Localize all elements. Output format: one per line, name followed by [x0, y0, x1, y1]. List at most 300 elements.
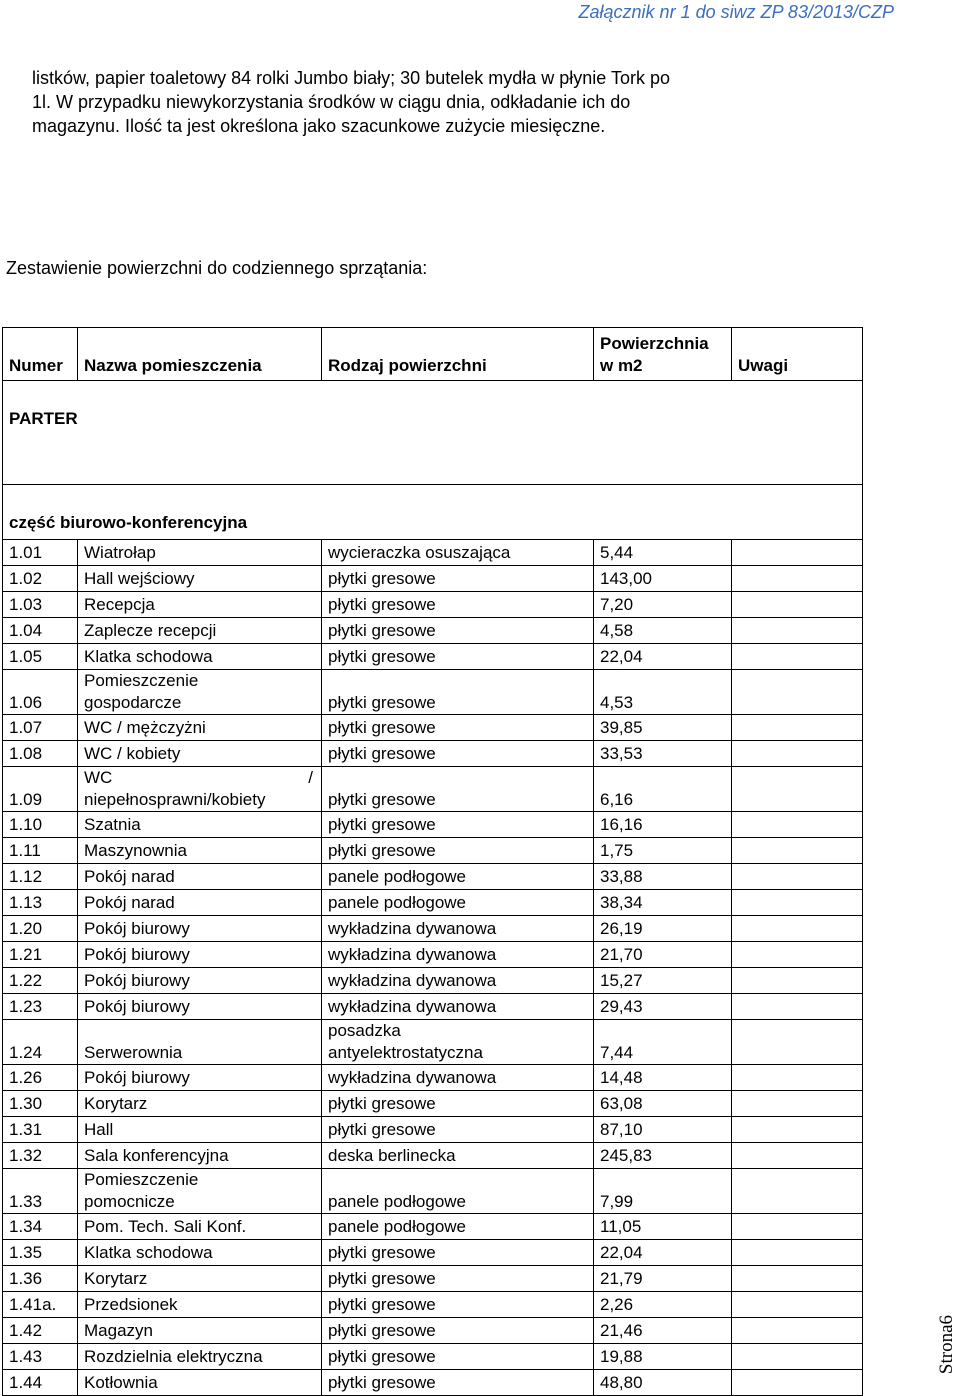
cell-numer-text: 1.44: [9, 1373, 43, 1392]
cell-powierzchnia: [594, 741, 732, 767]
cell-numer-text: 1.09: [9, 790, 43, 809]
cell-rodzaj-text: wykładzina dywanowa: [328, 1068, 497, 1087]
cell-powierzchnia: [594, 1240, 732, 1266]
cell-nazwa-text: WC: [84, 768, 113, 787]
cell-powierzchnia-text: 16,16: [600, 815, 643, 834]
cell-powierzchnia-text: 1,75: [600, 841, 634, 860]
cell-rodzaj: [322, 890, 594, 916]
cell-powierzchnia: [594, 644, 732, 670]
cell-powierzchnia-text: 22,04: [600, 647, 643, 666]
cell-nazwa: [78, 994, 322, 1020]
cell-rodzaj: [322, 1240, 594, 1266]
cell-rodzaj: [322, 1117, 594, 1143]
cell-uwagi: [732, 838, 863, 864]
cell-rodzaj: [322, 670, 594, 715]
cell-numer-text: 1.03: [9, 595, 43, 614]
cell-powierzchnia-text: 21,79: [600, 1269, 643, 1288]
cell-powierzchnia: [594, 1214, 732, 1240]
cell-nazwa: [78, 1143, 322, 1169]
cell-rodzaj-text: płytki gresowe: [328, 718, 436, 737]
cell-uwagi: [732, 715, 863, 741]
cell-numer-text: 1.06: [9, 693, 43, 712]
cell-numer-text: 1.33: [9, 1192, 43, 1211]
cell-numer-text: 1.24: [9, 1043, 43, 1062]
cell-nazwa-text-2: niepełnosprawni/kobiety: [84, 790, 266, 809]
table-row: [3, 1214, 863, 1240]
cell-powierzchnia-text: 245,83: [600, 1146, 652, 1165]
cell-uwagi: [732, 566, 863, 592]
cell-powierzchnia-text: 7,44: [600, 1043, 634, 1062]
cell-uwagi: [732, 1214, 863, 1240]
table-row: [3, 1143, 863, 1169]
cell-nazwa: [78, 540, 322, 566]
cell-rodzaj-text: deska berlinecka: [328, 1146, 456, 1165]
cell-powierzchnia: [594, 890, 732, 916]
cell-nazwa: [78, 1214, 322, 1240]
cell-nazwa-text: Wiatrołap: [84, 543, 156, 562]
cell-powierzchnia: [594, 618, 732, 644]
table-row: [3, 1091, 863, 1117]
header-nazwa: Nazwa pomieszczenia: [78, 328, 322, 381]
section-row: [3, 381, 863, 485]
section-heading: Zestawienie powierzchni do codziennego sprzątania:: [6, 258, 428, 278]
cell-numer: [3, 1344, 78, 1370]
cell-numer-text: 1.04: [9, 621, 43, 640]
cell-numer-text: 1.32: [9, 1146, 43, 1165]
cell-nazwa: [78, 767, 322, 812]
cell-rodzaj-text: płytki gresowe: [328, 693, 436, 712]
cell-nazwa: [78, 1318, 322, 1344]
cell-nazwa: [78, 1240, 322, 1266]
cell-powierzchnia: [594, 566, 732, 592]
cell-numer-text: 1.02: [9, 569, 43, 588]
cell-uwagi: [732, 1065, 863, 1091]
cell-rodzaj: [322, 916, 594, 942]
cell-nazwa-text: Pom. Tech. Sali Konf.: [84, 1217, 247, 1236]
table-row: [3, 1266, 863, 1292]
cell-rodzaj-text: panele podłogowe: [328, 1217, 467, 1236]
cell-rodzaj-text: panele podłogowe: [328, 867, 467, 886]
cell-powierzchnia-text: 2,26: [600, 1295, 634, 1314]
cell-rodzaj-text: płytki gresowe: [328, 569, 436, 588]
cell-powierzchnia-text: 63,08: [600, 1094, 643, 1113]
cell-rodzaj: [322, 741, 594, 767]
cell-powierzchnia: [594, 715, 732, 741]
table-row: [3, 1169, 863, 1214]
cell-rodzaj-text: wykładzina dywanowa: [328, 945, 497, 964]
cell-rodzaj: [322, 1214, 594, 1240]
cell-uwagi: [732, 644, 863, 670]
header-powierzchnia-line1: Powierzchnia: [600, 334, 709, 353]
cell-powierzchnia-text: 26,19: [600, 919, 643, 938]
cell-nazwa-text: Pokój narad: [84, 867, 175, 886]
cell-rodzaj-text: posadzka: [328, 1021, 401, 1040]
table-row: [3, 592, 863, 618]
table-row: [3, 1318, 863, 1344]
cell-numer-text: 1.13: [9, 893, 43, 912]
subsection-label: część biurowo-konferencyjna: [3, 485, 863, 540]
cell-numer: [3, 741, 78, 767]
cell-nazwa-text-2: pomocnicze: [84, 1192, 175, 1211]
cell-numer: [3, 942, 78, 968]
cell-nazwa: [78, 864, 322, 890]
cell-powierzchnia: [594, 540, 732, 566]
cell-nazwa-text: Pokój biurowy: [84, 919, 190, 938]
cell-rodzaj: [322, 1344, 594, 1370]
subsection-row: [3, 485, 863, 540]
table-row: [3, 540, 863, 566]
cell-powierzchnia-text: 48,80: [600, 1373, 643, 1392]
cell-numer-text: 1.36: [9, 1269, 43, 1288]
cell-nazwa: [78, 1266, 322, 1292]
cell-rodzaj-text: płytki gresowe: [328, 790, 436, 809]
cell-rodzaj: [322, 1091, 594, 1117]
cell-rodzaj: [322, 1318, 594, 1344]
cell-nazwa-text: Hall: [84, 1120, 114, 1139]
cell-nazwa: [78, 916, 322, 942]
cell-powierzchnia-text: 4,58: [600, 621, 634, 640]
cell-powierzchnia-text: 39,85: [600, 718, 643, 737]
intro-paragraph: [32, 66, 866, 138]
cell-rodzaj-text: płytki gresowe: [328, 1094, 436, 1113]
cell-numer-text: 1.43: [9, 1347, 43, 1366]
header-uwagi: Uwagi: [732, 328, 863, 381]
cell-nazwa-text: Pokój narad: [84, 893, 175, 912]
cell-rodzaj-text: płytki gresowe: [328, 815, 436, 834]
cell-numer: [3, 1240, 78, 1266]
cell-nazwa-text: Pokój biurowy: [84, 997, 190, 1016]
cell-powierzchnia-text: 5,44: [600, 543, 634, 562]
cell-nazwa: [78, 1370, 322, 1396]
table-row: [3, 968, 863, 994]
cell-rodzaj: [322, 838, 594, 864]
cell-nazwa-text: Rozdzielnia elektryczna: [84, 1347, 263, 1366]
cell-numer-text: 1.30: [9, 1094, 43, 1113]
cell-nazwa-text: Szatnia: [84, 815, 141, 834]
cell-nazwa-text: Kotłownia: [84, 1373, 158, 1392]
table-header-row: [3, 328, 863, 381]
cell-uwagi: [732, 1370, 863, 1396]
table-row: [3, 1065, 863, 1091]
cell-nazwa-text: Recepcja: [84, 595, 155, 614]
cell-uwagi: [732, 1344, 863, 1370]
cell-rodzaj-text: płytki gresowe: [328, 744, 436, 763]
cell-powierzchnia: [594, 968, 732, 994]
cell-uwagi: [732, 1020, 863, 1065]
cell-nazwa-text: Hall wejściowy: [84, 569, 195, 588]
table-row: [3, 890, 863, 916]
cell-rodzaj: [322, 618, 594, 644]
cell-numer-text: 1.42: [9, 1321, 43, 1340]
cell-nazwa-text: Pokój biurowy: [84, 971, 190, 990]
cell-powierzchnia: [594, 942, 732, 968]
table-row: [3, 838, 863, 864]
cell-powierzchnia: [594, 1292, 732, 1318]
cell-uwagi: [732, 812, 863, 838]
cell-powierzchnia: [594, 994, 732, 1020]
cell-numer: [3, 1169, 78, 1214]
cell-nazwa-text: Pokój biurowy: [84, 1068, 190, 1087]
cell-nazwa: [78, 670, 322, 715]
cell-rodzaj-text: płytki gresowe: [328, 1347, 436, 1366]
cell-numer: [3, 618, 78, 644]
cell-powierzchnia-text: 15,27: [600, 971, 643, 990]
table-row: [3, 1344, 863, 1370]
table-row: [3, 1020, 863, 1065]
surfaces-table: [2, 327, 863, 1396]
cell-numer: [3, 670, 78, 715]
cell-uwagi: [732, 618, 863, 644]
intro-line-1: listków, papier toaletowy 84 rolki Jumbo biały; 30 butelek mydła w płynie Tork po: [32, 68, 670, 88]
cell-uwagi: [732, 767, 863, 812]
cell-numer: [3, 1214, 78, 1240]
cell-nazwa: [78, 715, 322, 741]
cell-rodzaj-text: płytki gresowe: [328, 1321, 436, 1340]
table-row: [3, 1292, 863, 1318]
cell-nazwa: [78, 1344, 322, 1370]
table-row: [3, 767, 863, 812]
cell-nazwa: [78, 890, 322, 916]
cell-uwagi: [732, 1240, 863, 1266]
cell-rodzaj: [322, 767, 594, 812]
cell-numer-text: 1.41a.: [9, 1295, 57, 1314]
cell-uwagi: [732, 1117, 863, 1143]
cell-nazwa-text: Zaplecze recepcji: [84, 621, 217, 640]
cell-powierzchnia-text: 11,05: [600, 1217, 642, 1236]
cell-nazwa: [78, 741, 322, 767]
cell-nazwa: [78, 838, 322, 864]
cell-numer-text: 1.10: [9, 815, 43, 834]
cell-nazwa-text: Korytarz: [84, 1269, 148, 1288]
cell-powierzchnia: [594, 838, 732, 864]
cell-powierzchnia-text: 33,88: [600, 867, 643, 886]
cell-powierzchnia: [594, 1266, 732, 1292]
cell-uwagi: [732, 1143, 863, 1169]
cell-powierzchnia: [594, 1169, 732, 1214]
cell-rodzaj-text: wycieraczka osuszająca: [328, 543, 511, 562]
cell-nazwa-text: WC / kobiety: [84, 744, 181, 763]
cell-numer-text: 1.35: [9, 1243, 43, 1262]
table-row: [3, 864, 863, 890]
header-numer: Numer: [3, 328, 78, 381]
cell-rodzaj-text: płytki gresowe: [328, 1269, 436, 1288]
cell-powierzchnia: [594, 1370, 732, 1396]
cell-numer: [3, 566, 78, 592]
cell-numer: [3, 812, 78, 838]
cell-rodzaj: [322, 540, 594, 566]
header-rodzaj: Rodzaj powierzchni: [322, 328, 594, 381]
table-row: [3, 566, 863, 592]
cell-rodzaj: [322, 1292, 594, 1318]
table-row: [3, 942, 863, 968]
cell-powierzchnia-text: 21,46: [600, 1321, 643, 1340]
cell-nazwa-text: Korytarz: [84, 1094, 148, 1113]
table-row: [3, 916, 863, 942]
cell-powierzchnia-text: 87,10: [600, 1120, 643, 1139]
cell-numer: [3, 644, 78, 670]
cell-uwagi: [732, 916, 863, 942]
cell-numer-text: 1.07: [9, 718, 43, 737]
cell-uwagi: [732, 540, 863, 566]
cell-nazwa: [78, 812, 322, 838]
cell-uwagi: [732, 994, 863, 1020]
cell-uwagi: [732, 864, 863, 890]
cell-powierzchnia: [594, 1143, 732, 1169]
cell-powierzchnia-text: 21,70: [600, 945, 643, 964]
table-row: [3, 644, 863, 670]
cell-nazwa: [78, 1292, 322, 1318]
header-powierzchnia-line2: w m2: [600, 356, 643, 375]
cell-numer-text: 1.05: [9, 647, 43, 666]
table-row: [3, 715, 863, 741]
cell-powierzchnia: [594, 1117, 732, 1143]
cell-powierzchnia: [594, 1020, 732, 1065]
cell-rodzaj: [322, 566, 594, 592]
cell-numer: [3, 715, 78, 741]
table-row: [3, 1240, 863, 1266]
table-row: [3, 812, 863, 838]
cell-nazwa: [78, 968, 322, 994]
cell-nazwa: [78, 566, 322, 592]
cell-numer: [3, 994, 78, 1020]
cell-numer: [3, 968, 78, 994]
cell-numer-text: 1.22: [9, 971, 43, 990]
cell-uwagi: [732, 1266, 863, 1292]
cell-numer: [3, 1020, 78, 1065]
cell-rodzaj-text: płytki gresowe: [328, 595, 436, 614]
cell-numer-text: 1.21: [9, 945, 43, 964]
table-row: [3, 1370, 863, 1396]
cell-powierzchnia-text: 33,53: [600, 744, 643, 763]
cell-uwagi: [732, 592, 863, 618]
cell-rodzaj-text: płytki gresowe: [328, 1243, 436, 1262]
cell-numer: [3, 1143, 78, 1169]
cell-rodzaj-text-2: antyelektrostatyczna: [328, 1043, 483, 1062]
cell-rodzaj: [322, 864, 594, 890]
cell-powierzchnia: [594, 767, 732, 812]
cell-rodzaj-text: płytki gresowe: [328, 621, 436, 640]
cell-powierzchnia-text: 29,43: [600, 997, 643, 1016]
cell-uwagi: [732, 1318, 863, 1344]
cell-rodzaj-text: płytki gresowe: [328, 841, 436, 860]
cell-rodzaj-text: płytki gresowe: [328, 1373, 436, 1392]
cell-rodzaj-text: panele podłogowe: [328, 1192, 467, 1211]
cell-nazwa-text: WC / mężczyżni: [84, 718, 206, 737]
cell-numer: [3, 1266, 78, 1292]
section-label: PARTER: [3, 381, 863, 485]
cell-rodzaj: [322, 812, 594, 838]
cell-powierzchnia-text: 6,16: [600, 790, 634, 809]
cell-uwagi: [732, 890, 863, 916]
cell-nazwa-text: Pokój biurowy: [84, 945, 190, 964]
intro-line-2: 1l. W przypadku niewykorzystania środków w ciągu dnia, odkładanie ich do: [32, 92, 631, 112]
cell-rodzaj-text: wykładzina dywanowa: [328, 997, 497, 1016]
cell-rodzaj: [322, 1169, 594, 1214]
cell-rodzaj: [322, 1020, 594, 1065]
cell-nazwa-text: Maszynownia: [84, 841, 187, 860]
cell-nazwa-text: Magazyn: [84, 1321, 153, 1340]
document-header: Załącznik nr 1 do siwz ZP 83/2013/CZP: [578, 2, 894, 22]
cell-powierzchnia-text: 4,53: [600, 693, 634, 712]
cell-powierzchnia: [594, 592, 732, 618]
cell-nazwa: [78, 1065, 322, 1091]
cell-rodzaj-text: płytki gresowe: [328, 647, 436, 666]
cell-numer-text: 1.34: [9, 1217, 43, 1236]
cell-powierzchnia-text: 22,04: [600, 1243, 643, 1262]
cell-nazwa: [78, 618, 322, 644]
cell-powierzchnia: [594, 812, 732, 838]
cell-numer: [3, 1370, 78, 1396]
cell-numer: [3, 1091, 78, 1117]
header-powierzchnia: [594, 328, 732, 381]
table-row: [3, 994, 863, 1020]
cell-numer-text: 1.26: [9, 1068, 43, 1087]
cell-nazwa: [78, 592, 322, 618]
cell-rodzaj-text: panele podłogowe: [328, 893, 467, 912]
cell-uwagi: [732, 741, 863, 767]
cell-nazwa: [78, 1169, 322, 1214]
cell-uwagi: [732, 1091, 863, 1117]
table-row: [3, 618, 863, 644]
cell-powierzchnia-text: 14,48: [600, 1068, 643, 1087]
cell-rodzaj: [322, 942, 594, 968]
cell-nazwa-text: Sala konferencyjna: [84, 1146, 229, 1165]
cell-numer-text: 1.20: [9, 919, 43, 938]
cell-powierzchnia: [594, 1065, 732, 1091]
cell-nazwa-text: Pomieszczenie: [84, 1170, 199, 1189]
cell-numer-text: 1.23: [9, 997, 43, 1016]
cell-nazwa-text: Pomieszczenie: [84, 671, 199, 690]
cell-rodzaj: [322, 715, 594, 741]
cell-numer-text: 1.01: [9, 543, 43, 562]
page-number: Strona6: [936, 1314, 957, 1374]
cell-powierzchnia-text: 143,00: [600, 569, 652, 588]
table-row: [3, 670, 863, 715]
cell-numer-text: 1.12: [9, 867, 43, 886]
cell-nazwa-text-b: /: [308, 768, 313, 787]
cell-nazwa-text-2: gospodarcze: [84, 693, 182, 712]
cell-rodzaj: [322, 644, 594, 670]
cell-nazwa-text: Przedsionek: [84, 1295, 178, 1314]
cell-nazwa: [78, 644, 322, 670]
cell-rodzaj: [322, 968, 594, 994]
cell-powierzchnia-text: 38,34: [600, 893, 643, 912]
table-row: [3, 741, 863, 767]
cell-rodzaj: [322, 1266, 594, 1292]
cell-powierzchnia: [594, 1318, 732, 1344]
cell-numer: [3, 890, 78, 916]
cell-numer: [3, 916, 78, 942]
cell-nazwa-text: Serwerownia: [84, 1043, 183, 1062]
cell-nazwa: [78, 942, 322, 968]
cell-uwagi: [732, 1292, 863, 1318]
cell-rodzaj: [322, 1143, 594, 1169]
cell-rodzaj-text: wykładzina dywanowa: [328, 919, 497, 938]
cell-powierzchnia: [594, 1344, 732, 1370]
cell-numer: [3, 864, 78, 890]
cell-numer: [3, 592, 78, 618]
cell-numer: [3, 1318, 78, 1344]
cell-nazwa: [78, 1091, 322, 1117]
cell-uwagi: [732, 942, 863, 968]
cell-rodzaj: [322, 994, 594, 1020]
cell-nazwa: [78, 1117, 322, 1143]
cell-numer: [3, 540, 78, 566]
cell-powierzchnia: [594, 1091, 732, 1117]
cell-numer: [3, 1117, 78, 1143]
cell-rodzaj-text: płytki gresowe: [328, 1120, 436, 1139]
cell-rodzaj: [322, 1370, 594, 1396]
